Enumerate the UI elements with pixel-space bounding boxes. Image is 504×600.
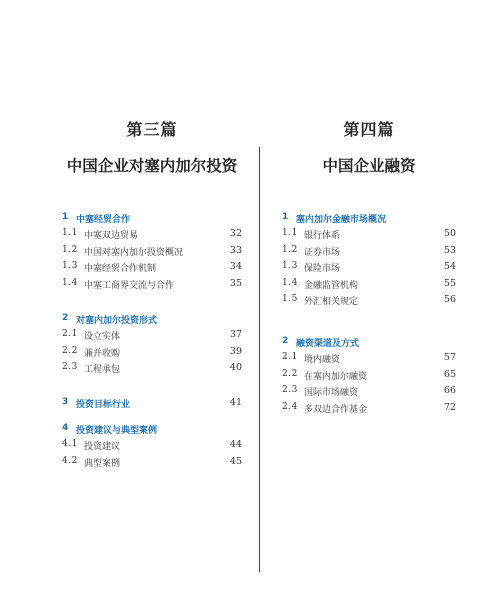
entry-page: 54 [443, 261, 456, 273]
toc-entry[interactable] [62, 278, 242, 295]
toc-chapter-3 [62, 397, 242, 413]
toc-entry[interactable] [62, 439, 242, 456]
chapter-heading[interactable] [62, 313, 242, 329]
toc-entry[interactable] [282, 385, 456, 402]
entry-page: 35 [229, 277, 242, 289]
entry-number: 2.1 [62, 329, 78, 339]
toc-entry[interactable] [62, 261, 242, 278]
entry-page: 44 [229, 439, 242, 450]
entry-title: 证券市场 [304, 247, 341, 258]
part-three-title: 中国企业对塞内加尔投资 [66, 156, 238, 175]
entry-title: 国际市场融资 [304, 388, 359, 399]
entry-page: 50 [443, 228, 456, 239]
entry-number: 1.2 [62, 244, 78, 255]
toc-entry[interactable] [282, 228, 456, 245]
entry-number: 1.1 [282, 228, 298, 238]
toc-entry[interactable] [282, 352, 456, 369]
toc-entry[interactable] [62, 228, 242, 245]
toc-entry[interactable] [282, 261, 456, 278]
entry-number: 2.4 [282, 401, 298, 412]
toc-chapter-1 [62, 212, 242, 294]
entry-title: 银行体系 [304, 231, 341, 241]
entry-title: 中国对塞内加尔投资概况 [84, 247, 184, 258]
toc-chapter-2 [62, 313, 242, 379]
entry-page: 65 [443, 368, 456, 380]
chapter-page: 41 [229, 397, 242, 408]
part-four-label: 第四篇 [343, 120, 395, 139]
toc-entry[interactable] [282, 402, 456, 419]
chapter-heading[interactable] [62, 423, 242, 439]
chapter-title: 投资目标行业 [76, 400, 131, 410]
entry-number: 2.2 [282, 368, 298, 379]
entry-number: 4.2 [62, 455, 78, 466]
entry-page: 57 [443, 352, 456, 363]
toc-chapter-1 [282, 212, 456, 311]
entry-title: 中塞经贸合作机制 [84, 264, 157, 275]
entry-title: 工程承包 [84, 365, 121, 376]
toc-entry[interactable] [62, 329, 242, 346]
toc-entry[interactable] [282, 369, 456, 386]
column-divider [259, 147, 260, 572]
entry-page: 72 [443, 401, 456, 413]
entry-page: 33 [229, 244, 242, 256]
entry-number: 4.1 [62, 439, 78, 449]
entry-title: 兼并收购 [84, 348, 121, 359]
chapter-title: 对塞内加尔投资形式 [76, 316, 158, 326]
entry-title: 保险市场 [304, 264, 341, 275]
chapter-heading[interactable] [282, 336, 456, 352]
chapter-title: 投资建议与典型案例 [76, 426, 158, 436]
chapter-title: 融资渠道及方式 [296, 339, 360, 349]
chapter-number: 2 [62, 313, 69, 323]
entry-page: 45 [229, 455, 242, 467]
entry-title: 中塞工商界交流与合作 [84, 280, 175, 291]
chapter-heading[interactable] [62, 397, 242, 413]
toc-entry[interactable] [62, 346, 242, 363]
toc-entry[interactable] [62, 456, 242, 473]
toc-chapter-4 [62, 423, 242, 472]
entry-page: 37 [229, 329, 242, 340]
chapter-heading[interactable] [62, 212, 242, 228]
toc-chapter-2 [282, 336, 456, 418]
entry-number: 1.5 [282, 294, 298, 305]
chapter-title: 中塞经贸合作 [76, 215, 131, 225]
entry-number: 2.1 [282, 352, 298, 362]
entry-number: 2.2 [62, 345, 78, 356]
entry-title: 多双边合作基金 [304, 404, 368, 415]
chapter-number: 1 [62, 212, 69, 222]
toc-entry[interactable] [62, 245, 242, 262]
chapter-title: 塞内加尔金融市场概况 [296, 215, 387, 225]
entry-number: 2.3 [62, 362, 78, 373]
entry-number: 1.2 [282, 244, 298, 255]
entry-page: 32 [229, 228, 242, 239]
entry-title: 中塞双边贸易 [84, 231, 139, 241]
chapter-number: 1 [282, 212, 289, 222]
chapter-number: 4 [62, 423, 69, 433]
entry-number: 1.1 [62, 228, 78, 238]
entry-title: 在塞内加尔融资 [304, 371, 368, 382]
chapter-number: 3 [62, 397, 69, 407]
toc-entry[interactable] [62, 362, 242, 379]
toc-entry[interactable] [282, 294, 456, 311]
chapter-number: 2 [282, 336, 289, 346]
entry-page: 34 [229, 261, 242, 273]
entry-number: 1.3 [62, 261, 78, 272]
entry-page: 55 [443, 277, 456, 289]
entry-number: 2.3 [282, 385, 298, 396]
part-four-title: 中国企业融资 [322, 156, 416, 175]
chapter-heading[interactable] [282, 212, 456, 228]
entry-title: 外汇相关规定 [304, 297, 359, 308]
entry-page: 53 [443, 244, 456, 256]
entry-title: 设立实体 [84, 332, 121, 342]
entry-page: 39 [229, 345, 242, 357]
entry-title: 金融监管机构 [304, 280, 359, 291]
toc-entry[interactable] [282, 245, 456, 262]
toc-entry[interactable] [282, 278, 456, 295]
entry-number: 1.3 [282, 261, 298, 272]
entry-title: 投资建议 [84, 442, 121, 452]
entry-title: 境内融资 [304, 355, 341, 365]
entry-number: 1.4 [282, 277, 298, 288]
entry-number: 1.4 [62, 277, 78, 288]
entry-page: 66 [443, 385, 456, 397]
entry-page: 56 [443, 294, 456, 306]
entry-page: 40 [229, 362, 242, 374]
entry-title: 典型案例 [84, 458, 121, 469]
part-three-label: 第三篇 [126, 120, 178, 139]
